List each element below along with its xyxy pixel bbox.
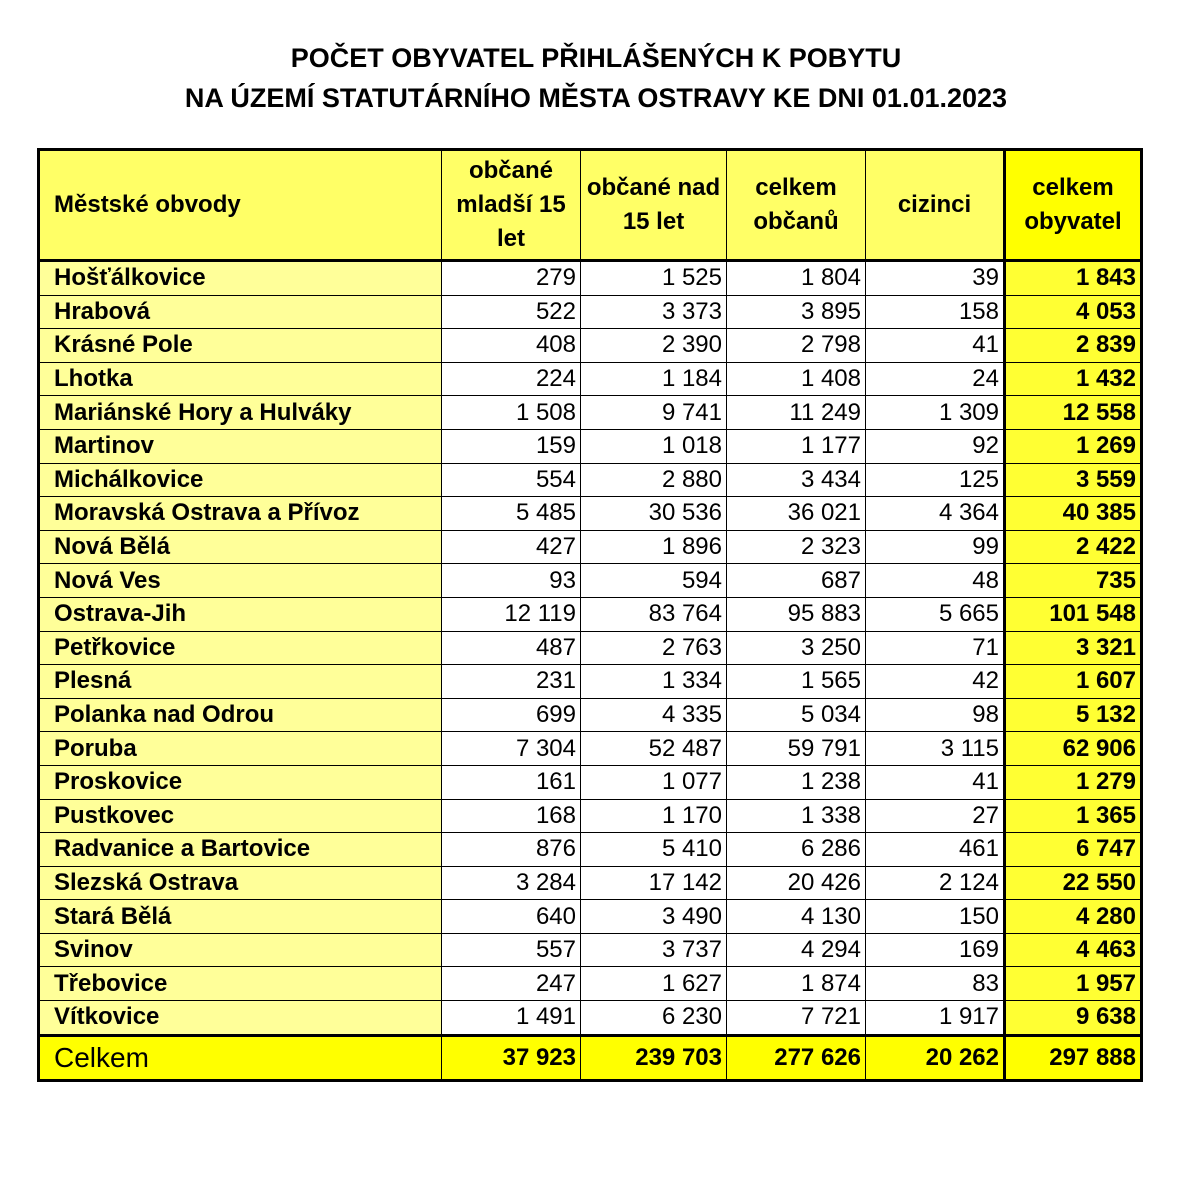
under-15-cell: 168 — [442, 799, 581, 833]
table-row — [39, 396, 1142, 430]
table-row — [39, 900, 1142, 934]
under-15-cell: 699 — [442, 698, 581, 732]
table-row — [39, 597, 1142, 631]
total-citizens-cell: 95 883 — [727, 597, 866, 631]
under-15-cell: 5 485 — [442, 497, 581, 531]
under-15-cell: 7 304 — [442, 732, 581, 766]
district-name-cell: Nová Ves — [39, 564, 442, 598]
total-residents-cell: 4 053 — [1005, 295, 1142, 329]
total-citizens-cell: 36 021 — [727, 497, 866, 531]
total-residents-cell: 6 747 — [1005, 833, 1142, 867]
over-15-cell: 1 184 — [581, 362, 727, 396]
table-row — [39, 665, 1142, 699]
over-15-cell: 52 487 — [581, 732, 727, 766]
total-residents-cell: 3 321 — [1005, 631, 1142, 665]
district-name-cell: Petřkovice — [39, 631, 442, 665]
over-15-cell: 5 410 — [581, 833, 727, 867]
foreigners-cell: 1 917 — [866, 1001, 1005, 1036]
total-citizens: 277 626 — [727, 1035, 866, 1080]
total-citizens-cell: 687 — [727, 564, 866, 598]
foreigners-cell: 92 — [866, 429, 1005, 463]
total-citizens-cell: 1 177 — [727, 429, 866, 463]
district-name-cell: Pustkovec — [39, 799, 442, 833]
district-name-cell: Třebovice — [39, 967, 442, 1001]
over-15-cell: 83 764 — [581, 597, 727, 631]
over-15-cell: 2 763 — [581, 631, 727, 665]
header-total-citizens: celkem občanů — [727, 150, 866, 261]
under-15-cell: 640 — [442, 900, 581, 934]
total-residents-cell: 1 269 — [1005, 429, 1142, 463]
over-15-cell: 1 896 — [581, 530, 727, 564]
total-citizens-cell: 3 895 — [727, 295, 866, 329]
table-row — [39, 329, 1142, 363]
header-total-residents: celkem obyvatel — [1005, 150, 1142, 261]
total-label: Celkem — [39, 1035, 442, 1080]
page-title — [0, 38, 1192, 118]
total-residents-cell: 1 843 — [1005, 261, 1142, 296]
total-over-15: 239 703 — [581, 1035, 727, 1080]
district-name-cell: Michálkovice — [39, 463, 442, 497]
over-15-cell: 1 334 — [581, 665, 727, 699]
under-15-cell: 3 284 — [442, 866, 581, 900]
total-citizens-cell: 4 294 — [727, 933, 866, 967]
total-residents-cell: 1 365 — [1005, 799, 1142, 833]
district-name-cell: Hošťálkovice — [39, 261, 442, 296]
district-name-cell: Vítkovice — [39, 1001, 442, 1036]
foreigners-cell: 150 — [866, 900, 1005, 934]
header-district: Městské obvody — [39, 150, 442, 261]
table-row — [39, 564, 1142, 598]
under-15-cell: 231 — [442, 665, 581, 699]
over-15-cell: 9 741 — [581, 396, 727, 430]
total-residents: 297 888 — [1005, 1035, 1142, 1080]
total-residents-cell: 2 839 — [1005, 329, 1142, 363]
under-15-cell: 876 — [442, 833, 581, 867]
table-row — [39, 429, 1142, 463]
under-15-cell: 159 — [442, 429, 581, 463]
foreigners-cell: 5 665 — [866, 597, 1005, 631]
over-15-cell: 4 335 — [581, 698, 727, 732]
table-body — [39, 261, 1142, 1036]
over-15-cell: 17 142 — [581, 866, 727, 900]
under-15-cell: 1 491 — [442, 1001, 581, 1036]
district-name-cell: Slezská Ostrava — [39, 866, 442, 900]
table-row — [39, 799, 1142, 833]
table-row — [39, 631, 1142, 665]
total-residents-cell: 22 550 — [1005, 866, 1142, 900]
under-15-cell: 408 — [442, 329, 581, 363]
foreigners-cell: 1 309 — [866, 396, 1005, 430]
under-15-cell: 224 — [442, 362, 581, 396]
header-row — [39, 150, 1142, 261]
under-15-cell: 1 508 — [442, 396, 581, 430]
district-name-cell: Hrabová — [39, 295, 442, 329]
under-15-cell: 554 — [442, 463, 581, 497]
total-citizens-cell: 1 804 — [727, 261, 866, 296]
table-row — [39, 698, 1142, 732]
over-15-cell: 1 018 — [581, 429, 727, 463]
under-15-cell: 522 — [442, 295, 581, 329]
total-citizens-cell: 5 034 — [727, 698, 866, 732]
over-15-cell: 1 525 — [581, 261, 727, 296]
total-citizens-cell: 1 238 — [727, 765, 866, 799]
district-name-cell: Radvanice a Bartovice — [39, 833, 442, 867]
foreigners-cell: 42 — [866, 665, 1005, 699]
over-15-cell: 594 — [581, 564, 727, 598]
table-row — [39, 1001, 1142, 1036]
table-row — [39, 497, 1142, 531]
under-15-cell: 247 — [442, 967, 581, 1001]
foreigners-cell: 3 115 — [866, 732, 1005, 766]
total-residents-cell: 12 558 — [1005, 396, 1142, 430]
total-row — [39, 1035, 1142, 1080]
district-name-cell: Lhotka — [39, 362, 442, 396]
foreigners-cell: 169 — [866, 933, 1005, 967]
under-15-cell: 427 — [442, 530, 581, 564]
total-residents-cell: 2 422 — [1005, 530, 1142, 564]
total-residents-cell: 40 385 — [1005, 497, 1142, 531]
population-table — [37, 148, 1143, 1082]
foreigners-cell: 71 — [866, 631, 1005, 665]
over-15-cell: 3 737 — [581, 933, 727, 967]
total-residents-cell: 1 957 — [1005, 967, 1142, 1001]
header-over-15: občané nad 15 let — [581, 150, 727, 261]
total-residents-cell: 735 — [1005, 564, 1142, 598]
foreigners-cell: 99 — [866, 530, 1005, 564]
total-residents-cell: 1 279 — [1005, 765, 1142, 799]
table-row — [39, 833, 1142, 867]
total-residents-cell: 1 432 — [1005, 362, 1142, 396]
title-line-1: POČET OBYVATEL PŘIHLÁŠENÝCH K POBYTU — [290, 43, 902, 73]
over-15-cell: 3 490 — [581, 900, 727, 934]
total-residents-cell: 3 559 — [1005, 463, 1142, 497]
table-row — [39, 463, 1142, 497]
total-residents-cell: 4 280 — [1005, 900, 1142, 934]
over-15-cell: 2 880 — [581, 463, 727, 497]
table-row — [39, 933, 1142, 967]
foreigners-cell: 461 — [866, 833, 1005, 867]
table-row — [39, 967, 1142, 1001]
district-name-cell: Polanka nad Odrou — [39, 698, 442, 732]
total-residents-cell: 101 548 — [1005, 597, 1142, 631]
total-citizens-cell: 2 798 — [727, 329, 866, 363]
under-15-cell: 93 — [442, 564, 581, 598]
foreigners-cell: 4 364 — [866, 497, 1005, 531]
total-citizens-cell: 6 286 — [727, 833, 866, 867]
total-residents-cell: 1 607 — [1005, 665, 1142, 699]
over-15-cell: 6 230 — [581, 1001, 727, 1036]
table-row — [39, 530, 1142, 564]
foreigners-cell: 41 — [866, 765, 1005, 799]
foreigners-cell: 27 — [866, 799, 1005, 833]
district-name-cell: Stará Bělá — [39, 900, 442, 934]
district-name-cell: Plesná — [39, 665, 442, 699]
total-citizens-cell: 59 791 — [727, 732, 866, 766]
over-15-cell: 2 390 — [581, 329, 727, 363]
foreigners-cell: 158 — [866, 295, 1005, 329]
table-row — [39, 295, 1142, 329]
total-citizens-cell: 2 323 — [727, 530, 866, 564]
district-name-cell: Martinov — [39, 429, 442, 463]
district-name-cell: Moravská Ostrava a Přívoz — [39, 497, 442, 531]
over-15-cell: 1 077 — [581, 765, 727, 799]
header-under-15: občané mladší 15 let — [442, 150, 581, 261]
under-15-cell: 161 — [442, 765, 581, 799]
under-15-cell: 557 — [442, 933, 581, 967]
foreigners-cell: 48 — [866, 564, 1005, 598]
table-row — [39, 765, 1142, 799]
over-15-cell: 1 170 — [581, 799, 727, 833]
total-residents-cell: 4 463 — [1005, 933, 1142, 967]
total-under-15: 37 923 — [442, 1035, 581, 1080]
district-name-cell: Proskovice — [39, 765, 442, 799]
total-citizens-cell: 7 721 — [727, 1001, 866, 1036]
total-citizens-cell: 1 408 — [727, 362, 866, 396]
total-citizens-cell: 11 249 — [727, 396, 866, 430]
district-name-cell: Nová Bělá — [39, 530, 442, 564]
table-row — [39, 732, 1142, 766]
foreigners-cell: 41 — [866, 329, 1005, 363]
total-foreigners: 20 262 — [866, 1035, 1005, 1080]
total-citizens-cell: 1 338 — [727, 799, 866, 833]
header-foreigners: cizinci — [866, 150, 1005, 261]
total-citizens-cell: 1 874 — [727, 967, 866, 1001]
total-residents-cell: 9 638 — [1005, 1001, 1142, 1036]
district-name-cell: Svinov — [39, 933, 442, 967]
foreigners-cell: 2 124 — [866, 866, 1005, 900]
total-citizens-cell: 20 426 — [727, 866, 866, 900]
foreigners-cell: 24 — [866, 362, 1005, 396]
total-residents-cell: 5 132 — [1005, 698, 1142, 732]
title-line-2: NA ÚZEMÍ STATUTÁRNÍHO MĚSTA OSTRAVY KE DNI 01.01.2023 — [184, 83, 1008, 113]
foreigners-cell: 98 — [866, 698, 1005, 732]
under-15-cell: 487 — [442, 631, 581, 665]
total-citizens-cell: 1 565 — [727, 665, 866, 699]
foreigners-cell: 125 — [866, 463, 1005, 497]
under-15-cell: 279 — [442, 261, 581, 296]
total-citizens-cell: 3 434 — [727, 463, 866, 497]
district-name-cell: Mariánské Hory a Hulváky — [39, 396, 442, 430]
table-row — [39, 261, 1142, 296]
under-15-cell: 12 119 — [442, 597, 581, 631]
over-15-cell: 1 627 — [581, 967, 727, 1001]
total-citizens-cell: 4 130 — [727, 900, 866, 934]
foreigners-cell: 39 — [866, 261, 1005, 296]
district-name-cell: Krásné Pole — [39, 329, 442, 363]
over-15-cell: 3 373 — [581, 295, 727, 329]
district-name-cell: Poruba — [39, 732, 442, 766]
table-row — [39, 866, 1142, 900]
foreigners-cell: 83 — [866, 967, 1005, 1001]
over-15-cell: 30 536 — [581, 497, 727, 531]
table-row — [39, 362, 1142, 396]
total-citizens-cell: 3 250 — [727, 631, 866, 665]
total-residents-cell: 62 906 — [1005, 732, 1142, 766]
district-name-cell: Ostrava-Jih — [39, 597, 442, 631]
